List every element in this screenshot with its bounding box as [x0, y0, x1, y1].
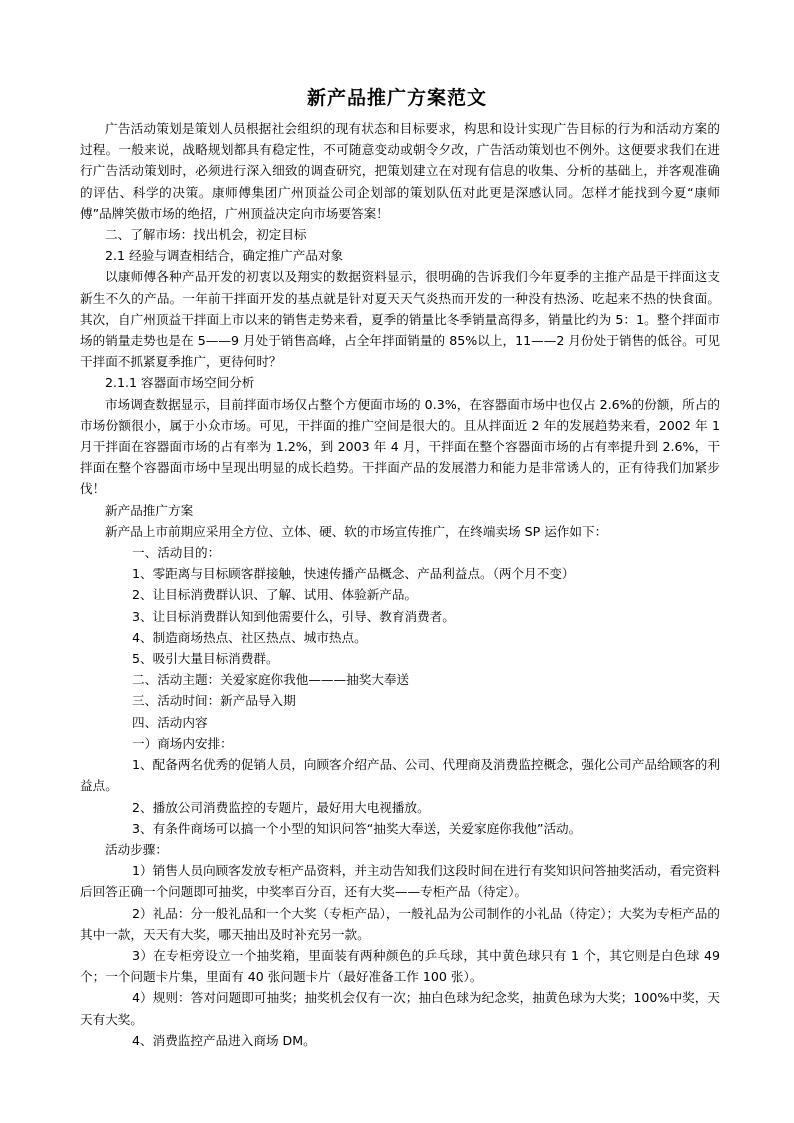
list-item: 1、零距离与目标顾客群接触，快速传播产品概念、产品利益点。（两个月不变）: [132, 566, 575, 582]
section-heading: 新产品推广方案: [105, 502, 194, 518]
list-item: 1、配备两名优秀的促销人员，向顾客介绍产品、公司、代理商及消费监控概念，强化公司产品给顾客的利益点。: [80, 757, 720, 794]
step-item: 3）在专柜旁设立一个抽奖箱，里面装有两种颜色的乒乓球，其中黄色球只有 1 个，其它则是白色球 49 个；一个问题卡片集，里面有 40 张问题卡片（最好准备工作 100 张）。: [80, 947, 720, 985]
list-item: 2、让目标消费群认识、了解、试用、体验新产品。: [132, 587, 418, 603]
subsection-heading: 2.1.1 容器面市场空间分析: [105, 375, 255, 391]
step-item: 1）销售人员向顾客发放专柜产品资料，并主动告知我们这段时间在进行有奖知识问答抽奖活动，看完资料后回答正确一个问题即可抽奖，中奖率百分百，还有大奖——专柜产品（待定）。: [80, 863, 720, 900]
list-item: 5、吸引大量目标消费群。: [132, 651, 279, 667]
list-heading: 二、活动主题：关爱家庭你我他———抽奖大奉送: [132, 672, 410, 688]
section-heading: 二、了解市场：找出机会，初定目标: [105, 227, 307, 243]
list-item: 4、制造商场热点、社区热点、城市热点。: [132, 629, 367, 645]
step-item: 2）礼品：分一般礼品和一个大奖（专柜产品），一般礼品为公司制作的小礼品（待定）；大奖为专柜产品的其中一款，天天有大奖，哪天抽出及时补充另一款。: [80, 905, 720, 942]
document-body: [80, 118, 720, 1051]
list-item: 4、消费监控产品进入商场 DM。: [132, 1032, 316, 1048]
subsection-heading: 2.1 经验与调查相结合，确定推广产品对象: [105, 248, 344, 264]
list-heading: 一）商场内安排：: [132, 735, 233, 751]
step-item: 4）规则：答对问题即可抽奖；抽奖机会仅有一次；抽白色球为纪念奖，抽黄色球为大奖；100%中奖，天天有大奖。: [80, 990, 720, 1027]
list-heading: 四、活动内容: [132, 714, 208, 730]
body-paragraph: 新产品上市前期应采用全方位、立体、硬、软的市场宣传推广，在终端卖场 SP 运作如下：: [105, 523, 608, 539]
list-item: 3、让目标消费群认知到他需要什么，引导、教育消费者。: [132, 608, 455, 624]
body-paragraph: 市场调查数据显示，目前拌面市场仅占整个方便面市场的 0.3%，在容器面市场中也仅占 2.6%的份额，所占的市场份额很小，属于小众市场。可见，干拌面的推广空间是很大的。且从拌面近 2 年的发展趋势来看，2002 年 1 月干拌面在容器面市场的占有率为 1.2%，到 2003 年 4 月，干拌面在整个容器面市场的占有率提升到 2.6%，干拌面在整个容器面市场中呈现出明显的成长趋势。干拌面产品的发展潜力和能力是非常诱人的，正有待我们加紧步伐！: [80, 396, 720, 497]
list-item: 3、有条件商场可以搞一个小型的知识问答“抽奖大奉送，关爱家庭你我他”活动。: [132, 820, 582, 836]
list-item: 2、播放公司消费监控的专题片，最好用大电视播放。: [132, 799, 430, 815]
list-heading: 活动步骤：: [105, 841, 168, 857]
document-title: 新产品推广方案范文: [306, 87, 487, 109]
body-paragraph: 以康师傅各种产品开发的初衷以及翔实的数据资料显示，很明确的告诉我们今年夏季的主推产品是干拌面这支新生不久的产品。一年前干拌面开发的基点就是针对夏天天气炎热而开发的一种没有热汤、吃起来不热的快食面。其次，自广州顶益干拌面上市以来的销售走势来看，夏季的销量比冬季销量高得多，销量比约为 5：1。整个拌面市场的销量走势也是在 5——9 月处于销售高峰，占全年拌面销量的 85%以上，11——2 月份处于销售的低谷。可见干拌面不抓紧夏季推广，更待何时？: [80, 269, 720, 370]
list-heading: 一、活动目的：: [132, 545, 221, 561]
list-heading: 三、活动时间：新产品导入期: [132, 693, 296, 709]
intro-paragraph: 广告活动策划是策划人员根据社会组织的现有状态和目标要求，构思和设计实现广告目标的行为和活动方案的过程。一般来说，战略规划都具有稳定性，不可随意变动或朝令夕改，广告活动策划也不例外。这便要求我们在进行广告活动策划时，必须进行深入细致的调查研究，把策划建立在对现有信息的收集、分析的基础上，并客观准确的评估、科学的决策。康师傅集团广州顶益公司企划部的策划队伍对此更是深感认同。怎样才能找到今夏“康师傅”品牌笑傲市场的绝招，广州顶益决定向市场要答案！: [80, 121, 720, 221]
